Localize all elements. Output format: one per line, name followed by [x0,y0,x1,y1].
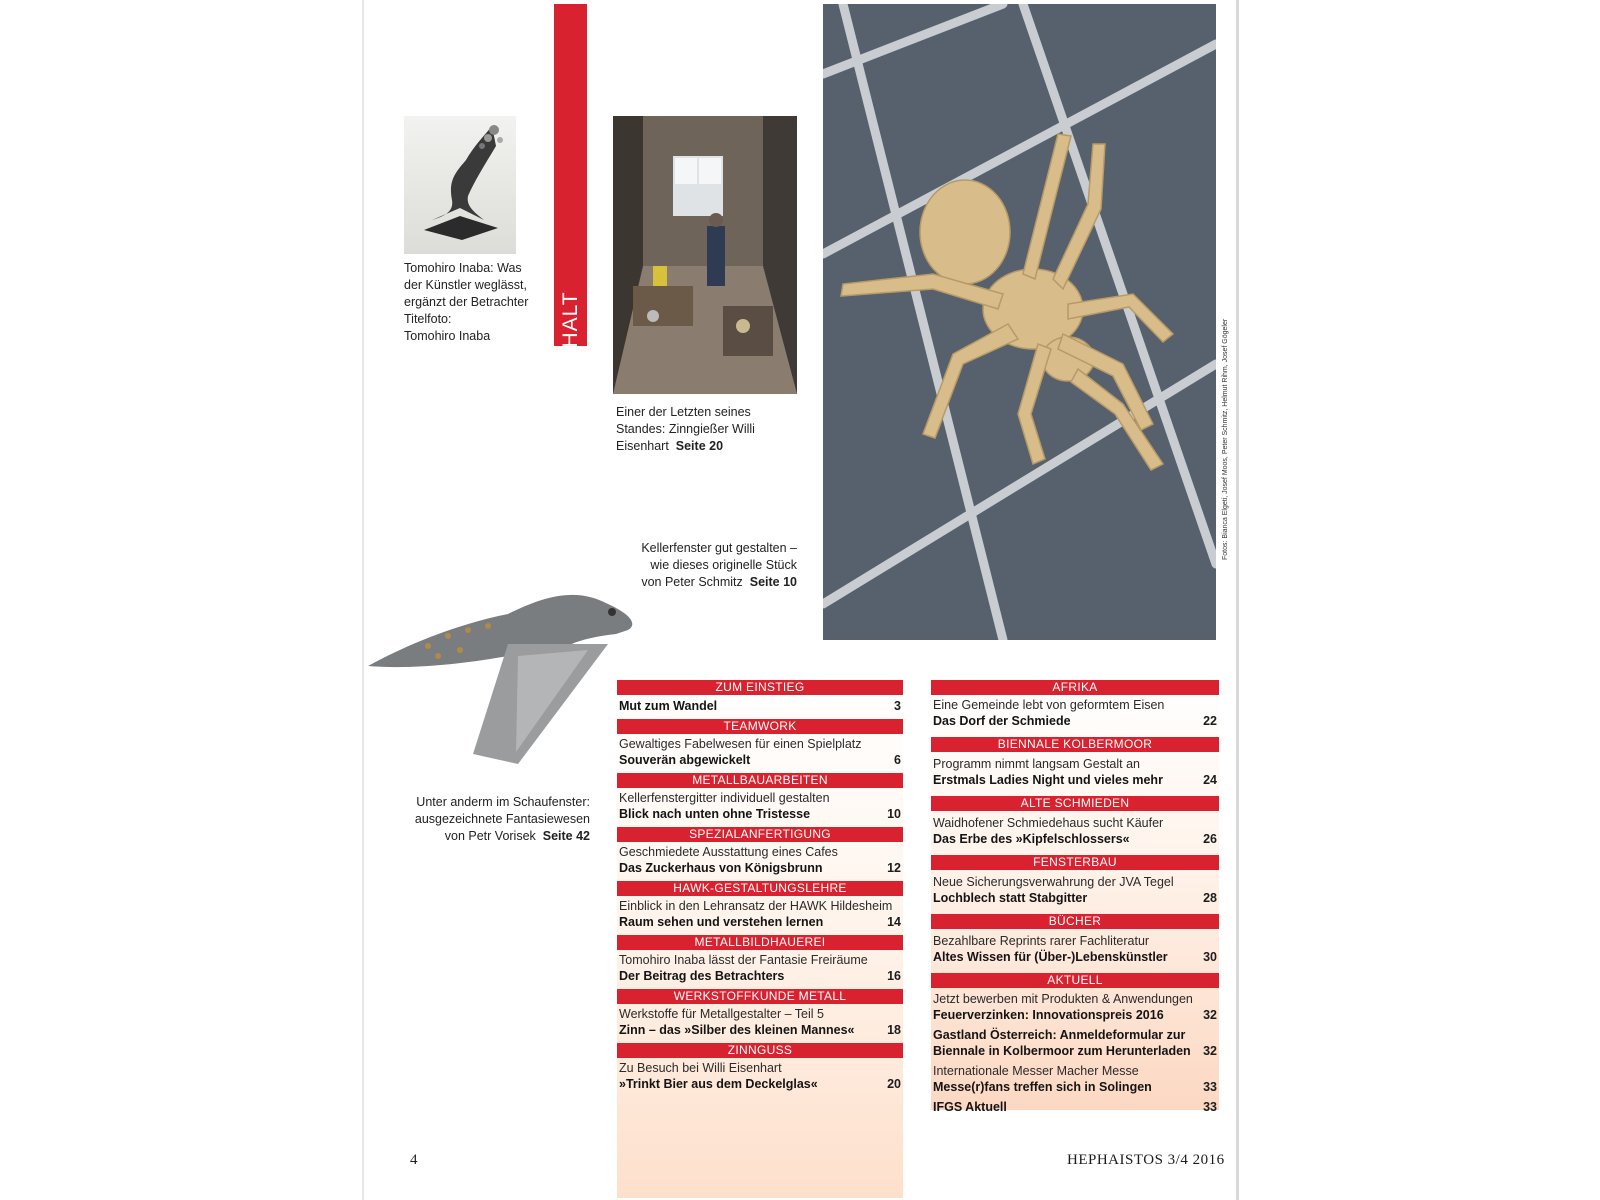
toc-section[interactable] [617,719,903,773]
toc-entry-subtitle: Jetzt bewerben mit Produkten & Anwendungen [933,992,1193,1006]
toc-section[interactable] [931,680,1219,737]
toc-section[interactable] [931,796,1219,855]
toc-entry-title: Lochblech statt Stabgitter [933,891,1088,905]
toc-entry-title: Blick nach unten ohne Tristesse [619,807,811,821]
toc-entry-subtitle: Geschmiedete Ausstattung eines Cafes [619,845,838,859]
toc-entry-title: Biennale in Kolbermoor zum Herunterladen [933,1044,1191,1058]
toc-section-heading: WERKSTOFFKUNDE METALL [617,989,903,1004]
workshop-photo [613,116,797,394]
fantasy-creature-photo [368,584,658,774]
toc-section[interactable] [617,881,903,935]
toc-entry-title: Zinn – das »Silber des kleinen Mannes« [619,1023,855,1037]
toc-page-number: 26 [1203,832,1217,846]
toc-section-heading: METALLBAUARBEITEN [617,773,903,788]
toc-section[interactable] [617,680,903,719]
toc-entry-subtitle: Einblick in den Lehransatz der HAWK Hildesheim [619,899,893,913]
toc-entry-title: Das Erbe des »Kipfelschlossers« [933,832,1130,846]
toc-page-number: 10 [887,807,901,821]
page-number: 4 [410,1152,418,1168]
caption-schaufenster: Unter anderm im Schaufenster: ausgezeichnete Fantasiewesen von Petr Vorisek Seite 42 [414,795,590,843]
toc-page-number: 14 [887,915,901,929]
spider-grille-photo [823,4,1216,640]
toc-section-heading: ZINNGUSS [617,1043,903,1058]
toc-entry-title: Altes Wissen für (Über-)Lebenskünstler [933,950,1168,964]
toc-section-heading: TEAMWORK [617,719,903,734]
toc-page-number: 32 [1203,1044,1217,1058]
toc-page-number: 18 [887,1023,901,1037]
toc-section-heading: HAWK-GESTALTUNGSLEHRE [617,881,903,896]
toc-entry-title: Feuerverzinken: Innovationspreis 2016 [933,1008,1164,1022]
toc-section-heading: SPEZIALANFERTIGUNG [617,827,903,842]
toc-page-number: 3 [894,699,901,713]
toc-entry-subtitle: Zu Besuch bei Willi Eisenhart [619,1061,782,1075]
toc-entry-subtitle: Internationale Messer Macher Messe [933,1064,1139,1078]
toc-entry-title: Raum sehen und verstehen lernen [619,915,824,929]
caption-inaba: Tomohiro Inaba: Was der Künstler weglässt, ergänzt der Betrachter Titelfoto: Tomohiro Inaba [404,261,529,343]
toc-page-number: 30 [1203,950,1217,964]
toc-page-number: 33 [1203,1080,1217,1094]
toc-section[interactable] [617,935,903,989]
photo-credit: Fotos: Bianca Elgeti, Josef Moos, Peter Schmitz, Helmut Rihm, Josef Gögeler [1222,318,1229,560]
toc-entry-subtitle: Bezahlbare Reprints rarer Fachliteratur [933,934,1150,948]
toc-page-number: 12 [887,861,901,875]
toc-left-column [617,680,903,1198]
toc-section[interactable] [931,737,1219,796]
toc-page-number: 16 [887,969,901,983]
toc-entry-title: Das Zuckerhaus von Königsbrunn [619,861,823,875]
toc-entry-title: Souverän abgewickelt [619,753,751,767]
toc-section-heading: FENSTERBAU [931,855,1219,870]
toc-right-column [931,680,1219,1114]
toc-section-heading: METALLBILDHAUEREI [617,935,903,950]
toc-section[interactable] [617,1043,903,1097]
toc-page-number: 32 [1203,1008,1217,1022]
toc-section[interactable] [617,827,903,881]
toc-section[interactable] [931,855,1219,914]
toc-entry-subtitle: Eine Gemeinde lebt von geformtem Eisen [933,698,1165,712]
toc-section-heading: AKTUELL [931,973,1219,988]
toc-section[interactable] [617,773,903,827]
toc-section-heading: BÜCHER [931,914,1219,929]
toc-section[interactable] [617,989,903,1043]
toc-entry-subtitle: Gewaltiges Fabelwesen für einen Spielplatz [619,737,862,751]
toc-entry-subtitle: Werkstoffe für Metallgestalter – Teil 5 [619,1007,824,1021]
toc-page-number: 24 [1203,773,1217,787]
toc-entry-title: »Trinkt Bier aus dem Deckelglas« [619,1077,818,1091]
toc-entry-subtitle: Programm nimmt langsam Gestalt an [933,757,1141,771]
toc-section[interactable] [931,973,1219,1115]
toc-entry-subtitle: Neue Sicherungsverwahrung der JVA Tegel [933,875,1174,889]
toc-section-heading: AFRIKA [931,680,1219,695]
toc-section-heading: BIENNALE KOLBERMOOR [931,737,1219,752]
toc-section-heading: ZUM EINSTIEG [617,680,903,695]
toc-entry-title: IFGS Aktuell [933,1100,1007,1114]
toc-section-heading: ALTE SCHMIEDEN [931,796,1219,811]
toc-entry-title: Erstmals Ladies Night und vieles mehr [933,773,1163,787]
toc-entry-subtitle: Kellerfenstergitter individuell gestalten [619,791,830,805]
section-tab-label: INHALT [558,291,582,371]
toc-entry-subtitle: Tomohiro Inaba lässt der Fantasie Freiräume [619,953,868,967]
section-tab [554,4,587,371]
toc-entry-title: Der Beitrag des Betrachters [619,969,785,983]
toc-page-number: 20 [887,1077,901,1091]
caption-workshop: Einer der Letzten seines Standes: Zinngießer Willi Eisenhart Seite 20 [616,405,755,453]
toc-page-number: 28 [1203,891,1217,905]
toc-entry-title: Messe(r)fans treffen sich in Solingen [933,1080,1152,1094]
toc-page-number: 33 [1203,1100,1217,1114]
caption-kellerfenster: Kellerfenster gut gestalten – wie dieses originelle Stück von Peter Schmitz Seite 10 [641,541,797,589]
toc-entry-title: Das Dorf der Schmiede [933,714,1071,728]
magazine-issue: HEPHAISTOS 3/4 2016 [1067,1152,1225,1168]
toc-section[interactable] [931,914,1219,973]
toc-entry-subtitle: Waidhofener Schmiedehaus sucht Käufer [933,816,1164,830]
toc-entry-title: Gastland Österreich: Anmeldeformular zur [933,1028,1186,1042]
inaba-sculpture-photo [404,116,516,254]
toc-entry-title: Mut zum Wandel [619,699,718,713]
toc-page-number: 22 [1203,714,1217,728]
toc-page-number: 6 [894,753,901,767]
